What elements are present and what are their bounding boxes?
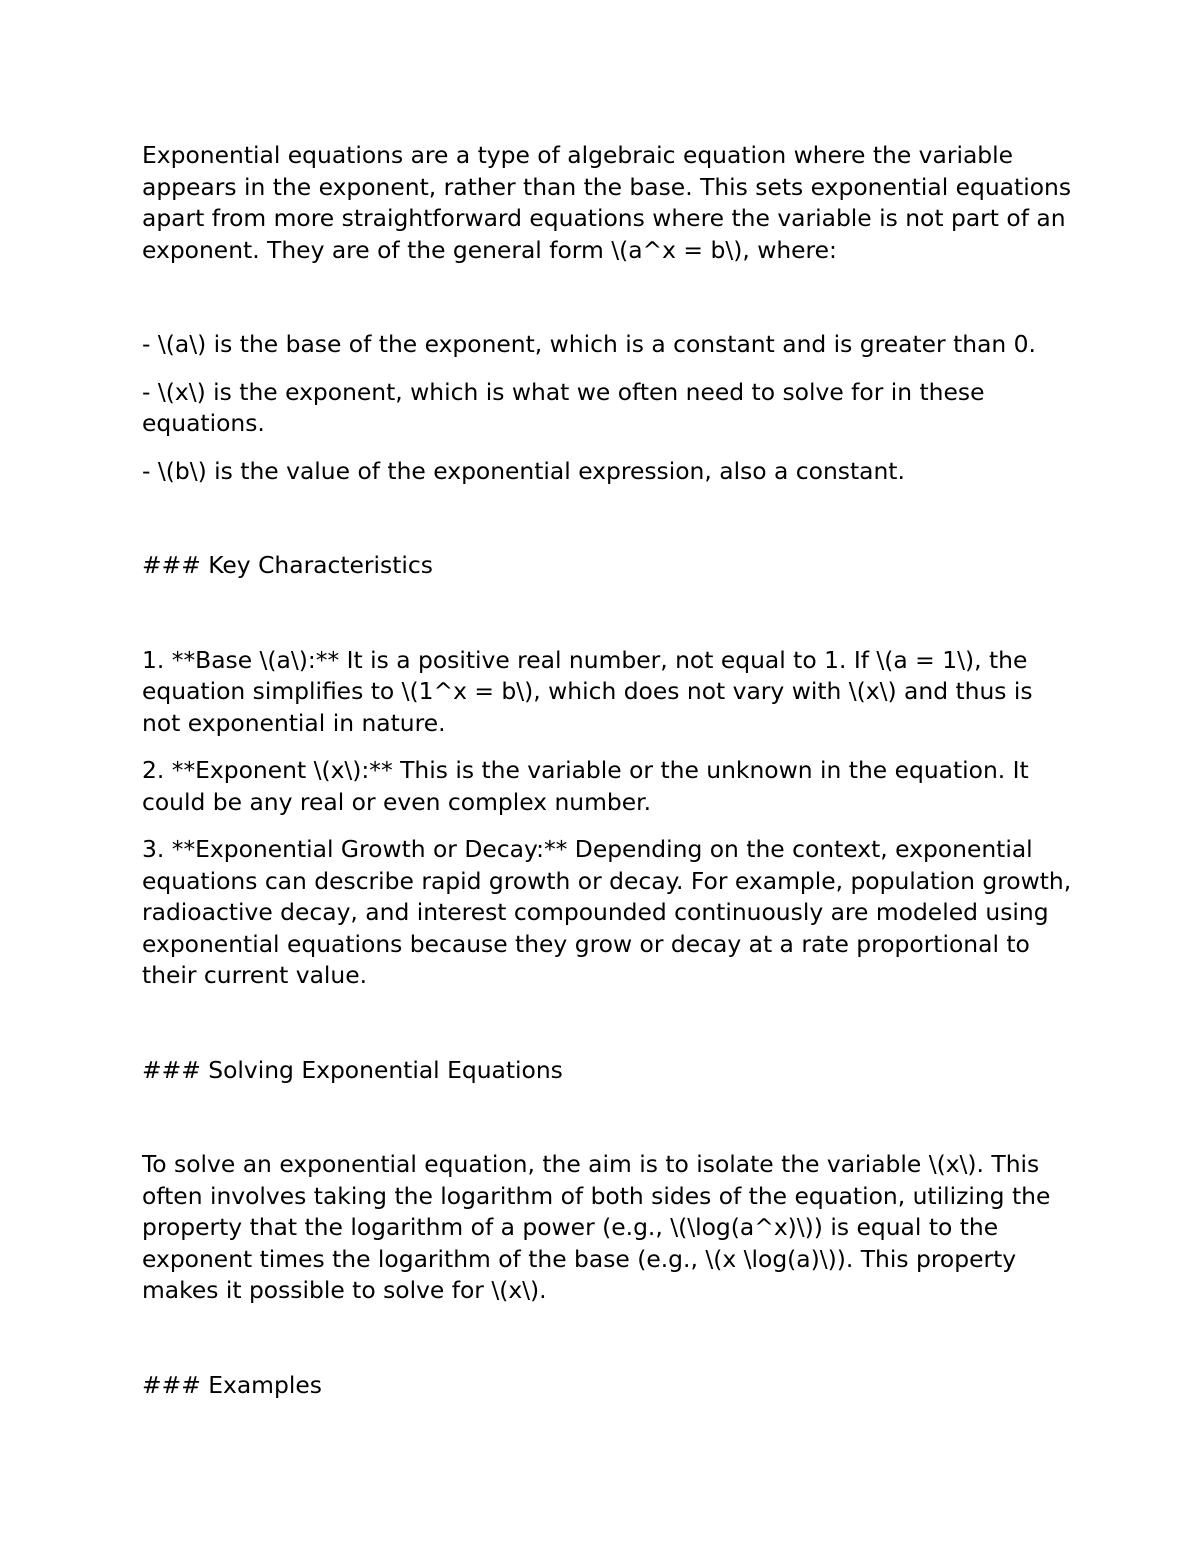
- paragraph-spacer: [142, 266, 1072, 329]
- intro-paragraph: Exponential equations are a type of algebraic equation where the variable appears in the exponent, rather than the base. This sets exponential equations apart from more straightforward equations where the variable is not part of an exponent. They are of the general form \(a^x = b\), where:: [142, 141, 1072, 264]
- paragraph-spacer: [142, 582, 1072, 645]
- characteristic-item: 2. **Exponent \(x\):** This is the variable or the unknown in the equation. It could be any real or even complex number.: [142, 756, 1029, 816]
- section-heading-key-characteristics: ### Key Characteristics: [142, 551, 433, 579]
- section-heading-examples: ### Examples: [142, 1370, 322, 1399]
- section-heading-solving: ### Solving Exponential Equations: [142, 1055, 563, 1084]
- paragraph-spacer: [142, 1086, 1072, 1149]
- item-spacer: [142, 739, 1072, 755]
- document-body: [142, 140, 1072, 1401]
- item-spacer: [142, 361, 1072, 377]
- solving-paragraph: To solve an exponential equation, the aim is to isolate the variable \(x\). This often involves taking the logarithm of both sides of the equation, utilizing the property that the logarithm of a power (e.g., \(\log(a^x)\)) is equal to the exponent times the logarithm of the base (e.g., \(x \log(a)\)). This property makes it possible to solve for \(x\).: [142, 1150, 1051, 1304]
- paragraph-spacer: [142, 1307, 1072, 1370]
- paragraph-spacer: [142, 487, 1072, 550]
- definition-item: - \(b\) is the value of the exponential expression, also a constant.: [142, 456, 905, 485]
- paragraph-spacer: [142, 992, 1072, 1055]
- item-spacer: [142, 440, 1072, 456]
- definition-item: - \(x\) is the exponent, which is what we often need to solve for in these equations.: [142, 377, 985, 437]
- characteristic-item: 1. **Base \(a\):** It is a positive real number, not equal to 1. If \(a = 1\), the equation simplifies to \(1^x = b\), which does not vary with \(x\) and thus is not exponential in nature.: [142, 645, 1033, 737]
- definition-item: - \(a\) is the base of the exponent, which is a constant and is greater than 0.: [142, 330, 1036, 358]
- characteristic-item: 3. **Exponential Growth or Decay:** Depending on the context, exponential equations can describe rapid growth or decay. For example, population growth, radioactive decay, and interest compounded continuously are modeled using exponential equations because they grow or decay at a rate proportional to their current value.: [142, 835, 1072, 989]
- item-spacer: [142, 818, 1072, 834]
